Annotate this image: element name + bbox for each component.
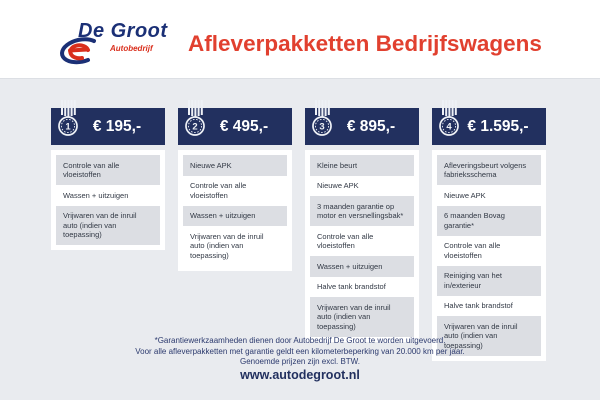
footer-note: Genoemde prijzen zijn excl. BTW. (239, 357, 361, 366)
package-4-features (432, 150, 546, 361)
package-card-3 (305, 108, 419, 342)
package-feature: Wassen + uitzuigen (183, 206, 287, 227)
package-feature: Controle van alle vloeistoffen (437, 236, 541, 266)
package-2-price: € 495,- (219, 118, 269, 135)
package-feature: Nieuwe APK (310, 176, 414, 197)
package-feature: Wassen + uitzuigen (310, 256, 414, 277)
footer-notes (0, 336, 600, 368)
medal-4-icon (437, 100, 461, 138)
package-4-price: € 1.595,- (467, 118, 529, 135)
package-feature: Vrijwaren van de inruil auto (indien van toepassing) (56, 206, 160, 246)
package-1-price-header (51, 108, 165, 145)
website-link[interactable]: www.autodegroot.nl (240, 368, 360, 382)
medal-1-rank: 1 (65, 121, 71, 133)
medal-2-rank: 2 (192, 121, 198, 133)
footer-note: Voor alle afleverpakketten met garantie geldt een kilometerbeperking van 20.000 km per jaar. (135, 346, 465, 356)
package-feature: Afleveringsbeurt volgens fabrieksschema (437, 155, 541, 185)
package-feature: Vrijwaren van de inruil auto (indien van toepassing) (437, 316, 541, 356)
medal-1-icon (56, 100, 80, 138)
footer-note: *Garantiewerkzaamheden dienen door Autobedrijf De Groot te worden uitgevoerd. (154, 336, 446, 345)
brand-logo (52, 20, 168, 72)
package-feature: 6 maanden Bovag garantie* (437, 206, 541, 236)
package-card-2 (178, 108, 292, 271)
package-feature: Vrijwaren van de inruil auto (indien van toepassing) (310, 297, 414, 337)
package-feature: Nieuwe APK (437, 185, 541, 206)
package-3-features (305, 150, 419, 342)
logo-subtitle: Autobedrijf (110, 44, 153, 53)
package-feature: 3 maanden garantie op motor en versnellingsbak* (310, 196, 414, 226)
package-3-price: € 895,- (346, 118, 396, 135)
package-1-price: € 195,- (92, 118, 142, 135)
package-feature: Wassen + uitzuigen (56, 185, 160, 206)
package-feature: Controle van alle vloeistoffen (183, 176, 287, 206)
package-2-features (178, 150, 292, 271)
package-card-4 (432, 108, 546, 361)
medal-3-icon (310, 100, 334, 138)
package-4-price-header (432, 108, 546, 145)
package-2-price-header (178, 108, 292, 145)
medal-2-icon (183, 100, 207, 138)
package-feature: Controle van alle vloeistoffen (310, 226, 414, 256)
medal-3-rank: 3 (319, 121, 325, 133)
package-feature: Reiniging van het in/exterieur (437, 266, 541, 296)
package-feature: Vrijwaren van de inruil auto (indien van toepassing) (183, 226, 287, 266)
package-feature: Halve tank brandstof (310, 277, 414, 298)
package-3-price-header (305, 108, 419, 145)
package-1-features (51, 150, 165, 250)
package-feature: Halve tank brandstof (437, 296, 541, 317)
page-title: Afleverpakketten Bedrijfswagens (188, 31, 542, 56)
medal-4-rank: 4 (446, 121, 452, 133)
package-feature: Kleine beurt (310, 155, 414, 176)
package-card-1 (51, 108, 165, 250)
logo-name: De Groot (78, 20, 168, 42)
package-feature: Controle van alle vloeistoffen (56, 155, 160, 185)
package-feature: Nieuwe APK (183, 155, 287, 176)
